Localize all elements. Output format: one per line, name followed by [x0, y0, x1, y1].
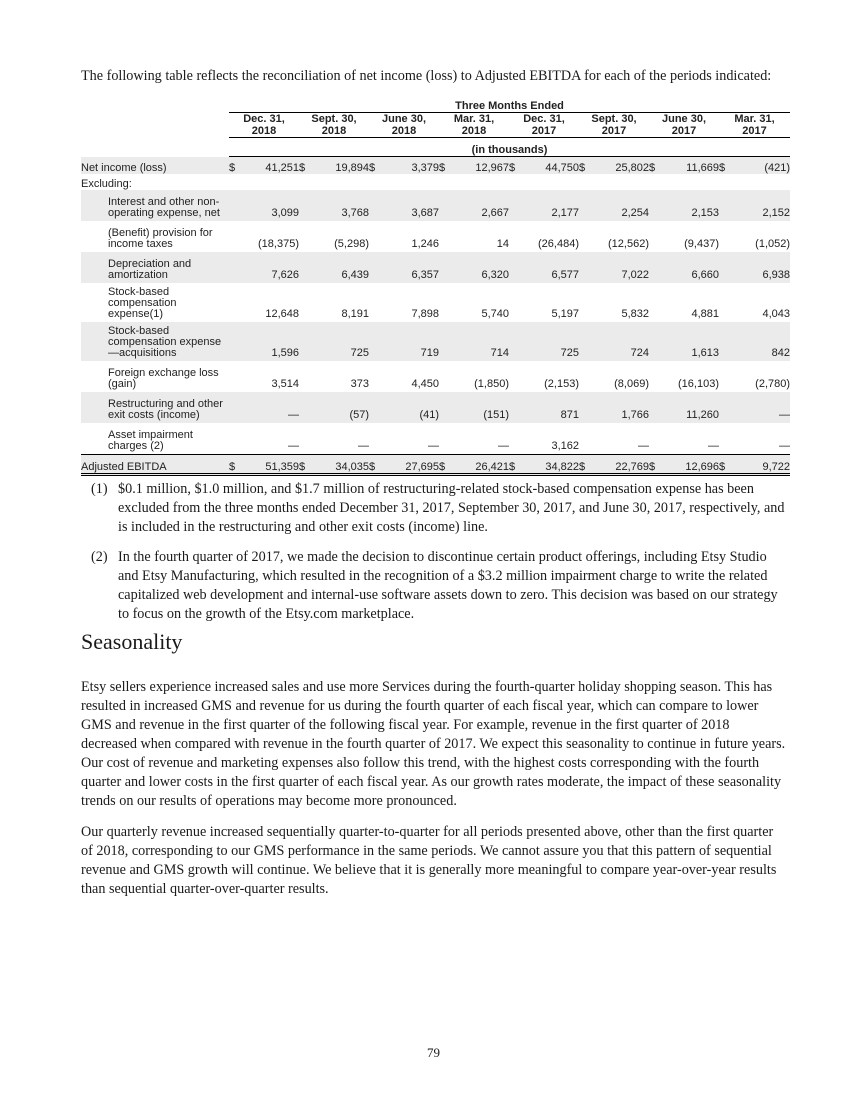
table-cell-value: 27,695 — [383, 455, 439, 475]
currency-symbol: $ — [649, 157, 663, 175]
table-cell-value: 714 — [453, 322, 509, 361]
currency-symbol — [439, 392, 453, 423]
table-cell-value: 724 — [593, 322, 649, 361]
currency-symbol — [299, 174, 313, 190]
row-label: Adjusted EBITDA — [81, 455, 229, 475]
currency-symbol: $ — [369, 157, 383, 175]
currency-symbol — [719, 221, 733, 252]
table-cell-value: 1,246 — [411, 238, 439, 250]
currency-symbol — [719, 190, 733, 221]
currency-symbol — [509, 423, 523, 455]
table-row — [81, 252, 790, 283]
table-cell-value: 7,898 — [411, 308, 439, 320]
column-header-period — [649, 113, 719, 138]
currency-symbol — [649, 252, 663, 283]
currency-symbol — [439, 252, 453, 283]
table-cell-value: (1,850) — [474, 378, 509, 390]
currency-symbol — [229, 423, 243, 455]
table-row — [81, 423, 790, 455]
table-cell-value: (2,153) — [544, 378, 579, 390]
currency-symbol: $ — [719, 157, 733, 175]
table-cell-value: 12,648 — [265, 308, 299, 320]
table-cell-value: 842 — [733, 322, 790, 361]
row-label: Interest and other non-operating expense, net — [81, 190, 229, 221]
currency-symbol: $ — [649, 455, 663, 475]
table-cell-value: 22,769 — [593, 455, 649, 475]
table-row — [81, 283, 790, 322]
table-row — [81, 322, 790, 361]
currency-symbol — [369, 174, 383, 190]
table-cell-value: (9,437) — [684, 238, 719, 250]
column-header-period — [229, 113, 299, 138]
table-cell-value: 3,768 — [313, 190, 369, 221]
table-cell-value: 725 — [523, 322, 579, 361]
table-cell-value: 14 — [496, 238, 509, 250]
currency-symbol — [509, 190, 523, 221]
period-month: Dec. 31, — [523, 113, 565, 125]
column-header-period — [369, 113, 439, 138]
currency-symbol — [299, 221, 313, 252]
currency-symbol — [229, 221, 243, 252]
currency-symbol — [649, 423, 663, 455]
currency-symbol — [229, 283, 243, 322]
table-cell-value: 1,766 — [593, 392, 649, 423]
table-cell-value — [243, 174, 299, 190]
currency-symbol — [439, 190, 453, 221]
column-header-period — [719, 113, 790, 138]
table-cell-value: 1,596 — [243, 322, 299, 361]
currency-symbol — [579, 322, 593, 361]
table-cell-value: 5,197 — [551, 308, 579, 320]
currency-symbol — [509, 392, 523, 423]
table-cell-value: 6,577 — [523, 252, 579, 283]
table-units-label: (in thousands) — [229, 138, 790, 157]
currency-symbol — [439, 322, 453, 361]
currency-symbol — [369, 283, 383, 322]
table-cell-value: 2,254 — [593, 190, 649, 221]
table-cell-value: 3,162 — [551, 440, 579, 452]
currency-symbol — [439, 174, 453, 190]
table-cell-value — [313, 174, 369, 190]
currency-symbol — [439, 361, 453, 392]
period-month: Dec. 31, — [243, 113, 285, 125]
currency-symbol: $ — [439, 455, 453, 475]
table-row — [81, 221, 790, 252]
footnote-text: $0.1 million, $1.0 million, and $1.7 million of restructuring-related stock-based compensation expense has been excluded from the three months ended December 31, 2017, September 30, 2017, and June 30, 2017, respectively, and is included in the restructuring and other exit costs (income) line. — [118, 481, 785, 535]
table-cell-value: 6,320 — [453, 252, 509, 283]
period-month: Sept. 30, — [591, 113, 637, 125]
currency-symbol — [369, 423, 383, 455]
period-year: 2017 — [531, 125, 557, 137]
table-cell-value — [453, 174, 509, 190]
currency-symbol — [439, 423, 453, 455]
currency-symbol — [509, 361, 523, 392]
period-month: June 30, — [381, 113, 427, 125]
table-cell-value: 7,626 — [243, 252, 299, 283]
table-cell-value: — — [638, 440, 649, 452]
currency-symbol — [299, 283, 313, 322]
currency-symbol — [649, 283, 663, 322]
table-cell-value: 4,881 — [691, 308, 719, 320]
table-cell-value: — — [779, 440, 791, 452]
table-intro-text: The following table reflects the reconciliation of net income (loss) to Adjusted EBITDA for each of the periods indicated: — [81, 68, 772, 84]
table-cell-value: 12,696 — [663, 455, 719, 475]
currency-symbol — [719, 361, 733, 392]
table-cell-value: (151) — [453, 392, 509, 423]
table-cell-value: 25,802 — [593, 157, 649, 175]
currency-symbol — [369, 190, 383, 221]
table-cell-value: 2,667 — [453, 190, 509, 221]
adjusted-ebitda-reconciliation-table — [81, 95, 790, 476]
currency-symbol — [509, 221, 523, 252]
page-number: 79 — [427, 1045, 440, 1060]
period-year: 2017 — [601, 125, 627, 137]
currency-symbol — [579, 174, 593, 190]
currency-symbol — [299, 252, 313, 283]
currency-symbol — [719, 322, 733, 361]
section-heading: Seasonality — [81, 629, 183, 654]
table-cell-value: (57) — [313, 392, 369, 423]
table-cell-value: — — [428, 440, 439, 452]
currency-symbol — [579, 361, 593, 392]
footnote-marker: (2) — [91, 549, 108, 565]
currency-symbol — [369, 392, 383, 423]
row-label: Restructuring and other exit costs (income) — [81, 392, 229, 423]
period-month: Mar. 31, — [734, 113, 775, 125]
currency-symbol: $ — [579, 157, 593, 175]
table-row — [81, 157, 790, 175]
currency-symbol — [719, 423, 733, 455]
table-cell-value — [523, 174, 579, 190]
currency-symbol — [509, 322, 523, 361]
table-cell-value — [733, 174, 790, 190]
seasonality-body — [81, 678, 787, 911]
table-cell-value: 7,022 — [593, 252, 649, 283]
footnote-text: In the fourth quarter of 2017, we made the decision to discontinue certain product offerings, including Etsy Studio and Etsy Manufacturing, which resulted in the recognition of a $3.2 million impairment charge to write the related capitalized web development and internal-use software assets down to zero. This decision was based on our strategy to focus on the growth of the Etsy.com marketplace. — [118, 549, 778, 622]
currency-symbol — [229, 361, 243, 392]
currency-symbol — [579, 252, 593, 283]
table-cell-value: 3,379 — [383, 157, 439, 175]
table-cell-value: (18,375) — [258, 238, 299, 250]
body-paragraph: Etsy sellers experience increased sales and use more Services during the fourth-quarter holiday shopping season. This has resulted in increased GMS and revenue for us during the fourth quarter of each fiscal year, which can compare to lower GMS and revenue in the first quarter of the following fiscal year. For example, revenue in the first quarter of 2018 decreased when compared with revenue in the fourth quarter of 2017. We expect this seasonality to continue in future years. Our cost of revenue and marketing expenses also follow this trend, with the highest costs corresponding with the fourth quarter and lower costs in the first quarter of each fiscal year. As our growth rates moderate, the impact of these seasonality trends on our results of operations may become more pronounced. — [81, 679, 786, 809]
table-cell-value: 719 — [383, 322, 439, 361]
column-header-period — [299, 113, 369, 138]
currency-symbol — [369, 361, 383, 392]
table-cell-value: 11,260 — [663, 392, 719, 423]
currency-symbol — [509, 252, 523, 283]
table-cell-value: 6,357 — [383, 252, 439, 283]
table-cell-value: (8,069) — [614, 378, 649, 390]
table-cell-value: 5,740 — [481, 308, 509, 320]
table-cell-value: — — [733, 392, 790, 423]
table-cell-value: 871 — [523, 392, 579, 423]
table-cell-value: (2,780) — [755, 378, 791, 390]
table-cell-value: 6,439 — [313, 252, 369, 283]
currency-symbol: $ — [439, 157, 453, 175]
table-cell-value: 34,822 — [523, 455, 579, 475]
currency-symbol — [719, 392, 733, 423]
row-label: Asset impairment charges (2) — [108, 429, 193, 452]
table-cell-value: 34,035 — [313, 455, 369, 475]
currency-symbol: $ — [299, 157, 313, 175]
currency-symbol: $ — [229, 455, 243, 475]
table-cell-value: 3,687 — [383, 190, 439, 221]
currency-symbol — [229, 252, 243, 283]
table-cell-value: 4,450 — [411, 378, 439, 390]
table-cell-value: (5,298) — [334, 238, 369, 250]
table-row — [81, 361, 790, 392]
currency-symbol — [299, 361, 313, 392]
currency-symbol — [299, 423, 313, 455]
row-label: Depreciation and amortization — [81, 252, 229, 283]
row-label: Excluding: — [81, 178, 132, 190]
currency-symbol: $ — [509, 455, 523, 475]
row-label: (Benefit) provision for income taxes — [108, 227, 213, 250]
period-year: 2017 — [671, 125, 697, 137]
table-cell-value: 373 — [350, 378, 369, 390]
currency-symbol — [649, 174, 663, 190]
table-cell-value: (421) — [733, 157, 790, 175]
table-cell-value: — — [243, 392, 299, 423]
period-month: June 30, — [661, 113, 707, 125]
footnote-1 — [91, 480, 786, 537]
table-cell-value: 725 — [313, 322, 369, 361]
table-cell-value: 2,153 — [663, 190, 719, 221]
currency-symbol — [579, 190, 593, 221]
table-cell-value: 3,514 — [271, 378, 299, 390]
row-label: Stock-based compensation expense —acquisitions — [81, 322, 229, 361]
currency-symbol — [719, 283, 733, 322]
row-label: Foreign exchange loss (gain) — [108, 367, 219, 390]
currency-symbol — [649, 392, 663, 423]
currency-symbol: $ — [229, 157, 243, 175]
table-cell-value: 19,894 — [313, 157, 369, 175]
table-cell-value: 41,251 — [243, 157, 299, 175]
table-cell-value: 26,421 — [453, 455, 509, 475]
currency-symbol: $ — [579, 455, 593, 475]
currency-symbol — [299, 392, 313, 423]
currency-symbol — [649, 361, 663, 392]
table-cell-value: — — [358, 440, 369, 452]
table-cell-value — [383, 174, 439, 190]
table-cell-value: 5,832 — [621, 308, 649, 320]
table-cell-value: 1,613 — [663, 322, 719, 361]
table-row — [81, 190, 790, 221]
currency-symbol — [509, 283, 523, 322]
currency-symbol — [369, 221, 383, 252]
period-year: 2018 — [321, 125, 347, 137]
currency-symbol — [649, 221, 663, 252]
currency-symbol: $ — [509, 157, 523, 175]
currency-symbol — [229, 174, 243, 190]
period-year: 2017 — [742, 125, 767, 137]
table-total-row — [81, 455, 790, 475]
table-cell-value: 9,722 — [733, 455, 790, 475]
table-cell-value: 6,938 — [733, 252, 790, 283]
table-group-header: Three Months Ended — [229, 95, 790, 113]
currency-symbol — [579, 283, 593, 322]
currency-symbol: $ — [369, 455, 383, 475]
table-cell-value: — — [498, 440, 509, 452]
currency-symbol — [579, 423, 593, 455]
currency-symbol — [579, 221, 593, 252]
currency-symbol — [369, 322, 383, 361]
currency-symbol — [649, 322, 663, 361]
table-cell-value: — — [288, 440, 299, 452]
period-year: 2018 — [251, 125, 277, 137]
table-cell-value: — — [708, 440, 719, 452]
period-month: Sept. 30, — [311, 113, 357, 125]
period-year: 2018 — [391, 125, 417, 137]
table-cell-value: 12,967 — [453, 157, 509, 175]
table-row — [81, 174, 790, 190]
column-header-period — [439, 113, 509, 138]
column-header-period — [509, 113, 579, 138]
footnotes — [91, 480, 786, 635]
currency-symbol — [229, 190, 243, 221]
currency-symbol — [509, 174, 523, 190]
period-year: 2018 — [461, 125, 487, 137]
table-cell-value: 2,152 — [733, 190, 790, 221]
currency-symbol — [439, 221, 453, 252]
table-cell-value: (16,103) — [678, 378, 719, 390]
currency-symbol — [649, 190, 663, 221]
table-cell-value — [663, 174, 719, 190]
currency-symbol — [719, 174, 733, 190]
table-cell-value: 4,043 — [762, 308, 791, 320]
table-cell-value: 3,099 — [243, 190, 299, 221]
currency-symbol — [229, 322, 243, 361]
currency-symbol — [719, 252, 733, 283]
currency-symbol — [579, 392, 593, 423]
table-cell-value: (12,562) — [608, 238, 649, 250]
table-cell-value: 44,750 — [523, 157, 579, 175]
footnote-2 — [91, 548, 786, 624]
row-label: Net income (loss) — [81, 157, 229, 175]
table-cell-value: (41) — [383, 392, 439, 423]
column-header-period — [579, 113, 649, 138]
table-cell-value — [593, 174, 649, 190]
table-cell-value: 8,191 — [341, 308, 369, 320]
currency-symbol: $ — [719, 455, 733, 475]
row-label: Stock-based compensation expense(1) — [108, 286, 177, 320]
footnote-marker: (1) — [91, 481, 108, 497]
currency-symbol — [229, 392, 243, 423]
table-cell-value: 6,660 — [663, 252, 719, 283]
table-cell-value: 2,177 — [523, 190, 579, 221]
table-cell-value: (1,052) — [755, 238, 791, 250]
currency-symbol — [439, 283, 453, 322]
body-paragraph: Our quarterly revenue increased sequentially quarter-to-quarter for all periods presented above, other than the first quarter of 2018, corresponding to our GMS performance in the same periods. We cannot assure you that this pattern of sequential revenue and GMS growth will continue. We believe that it is generally more meaningful to compare year-over-year results than sequential quarter-over-quarter results. — [81, 824, 777, 897]
period-month: Mar. 31, — [453, 113, 495, 125]
currency-symbol — [299, 322, 313, 361]
currency-symbol — [299, 190, 313, 221]
table-cell-value: 11,669 — [663, 157, 719, 175]
table-row — [81, 392, 790, 423]
table-cell-value: 51,359 — [243, 455, 299, 475]
table-cell-value: (26,484) — [538, 238, 579, 250]
currency-symbol: $ — [299, 455, 313, 475]
currency-symbol — [369, 252, 383, 283]
